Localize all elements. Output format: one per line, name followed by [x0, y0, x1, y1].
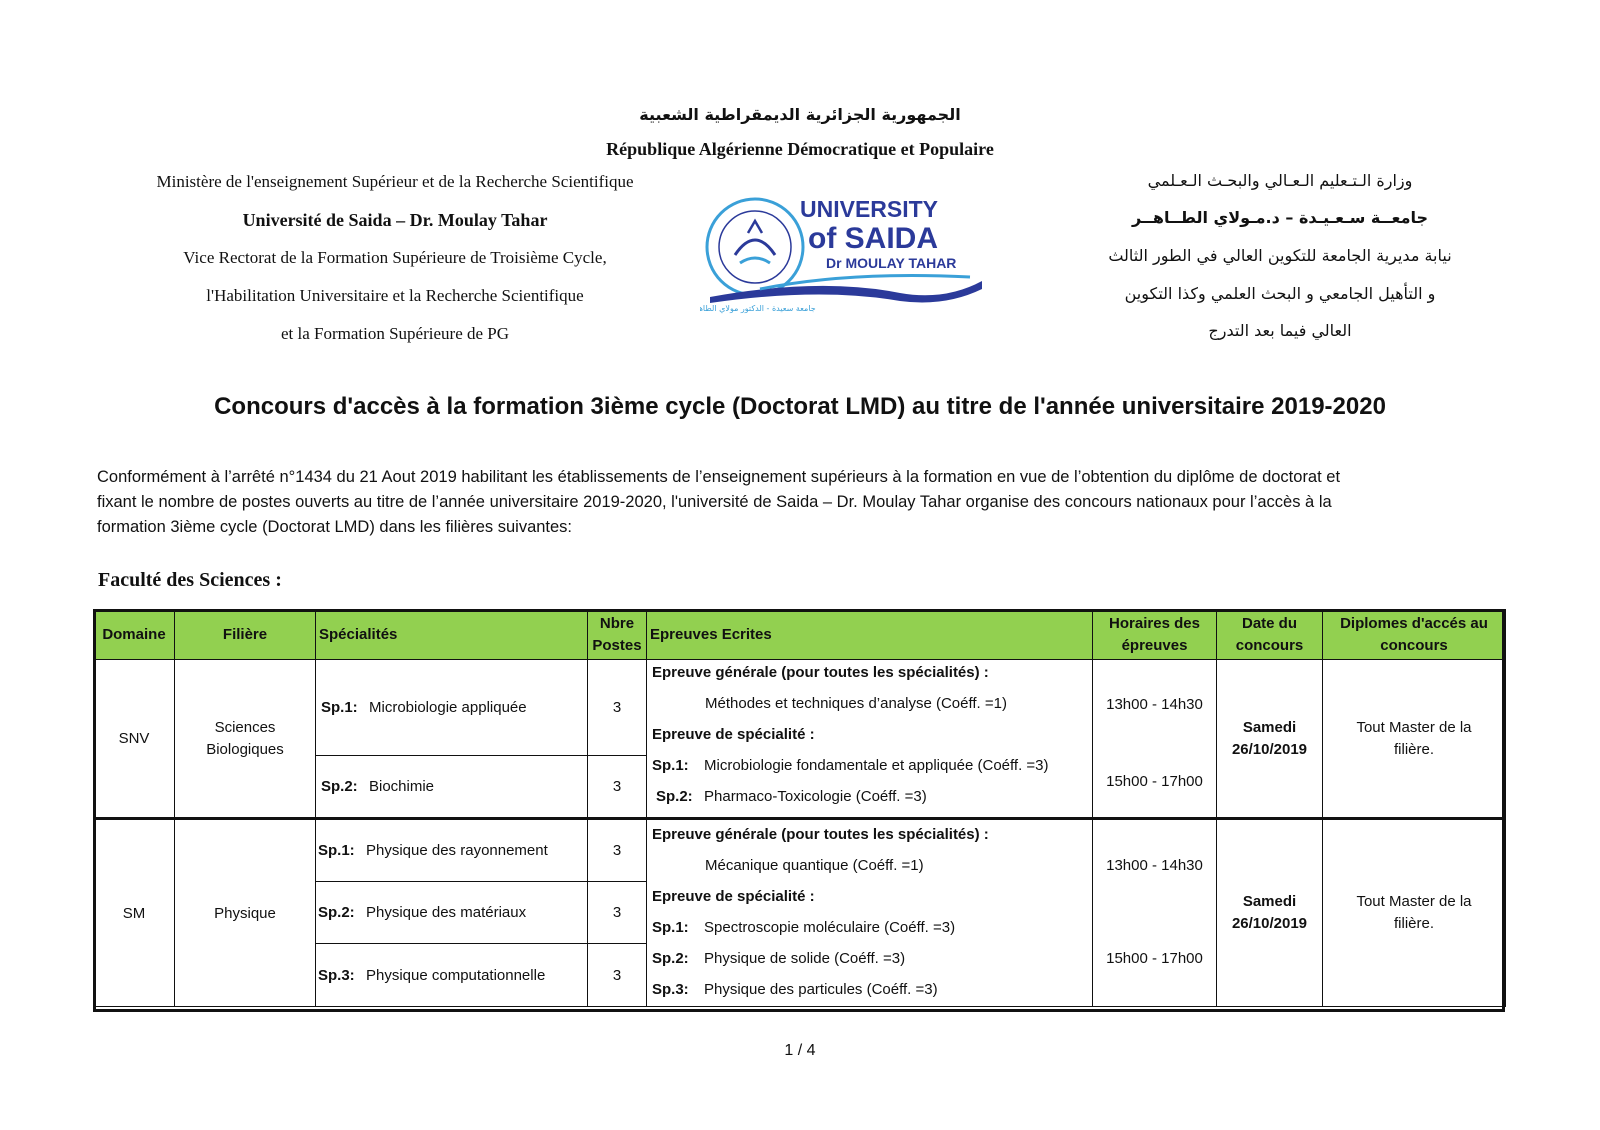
epreuve-generale: Méthodes et techniques d’analyse (Coéff. =1) [705, 695, 1007, 712]
cell-epreuves-sm [647, 819, 1093, 1007]
col-header-epreuves: Epreuves Ecrites [647, 610, 1093, 660]
page-title: Concours d'accès à la formation 3ième cycle (Doctorat LMD) au titre de l'année universitaire 2019-2020 [214, 393, 1386, 420]
header-arabic-republic: الجمهورية الجزائرية الديمقراطية الشعبية [639, 105, 961, 124]
cell-specialite: Sp.2: Physique des matériaux [316, 881, 588, 944]
epreuve-specialite-item: Sp.1: Spectroscopie moléculaire (Coéff. =3) [652, 919, 956, 936]
table-row [94, 819, 1506, 882]
cell-specialite: Sp.2: Biochimie [316, 756, 588, 819]
header-vice-rectorat-ar-2: و التأهيل الجامعي و البحث العلمي وكذا التكوين [1124, 284, 1436, 303]
col-header-filiere: Filière [175, 610, 316, 660]
intro-line-3: formation 3ième cycle (Doctorat LMD) dans les filières suivantes: [97, 518, 573, 536]
intro-line-2: fixant le nombre de postes ouverts au titre de l’année universitaire 2019-2020, l'université de Saida – Dr. Moulay Tahar organise des concours nationaux pour l’accès à la [97, 493, 1332, 511]
logo-text-university: UNIVERSITY [800, 196, 939, 222]
cell-postes: 3 [588, 819, 647, 882]
header-vice-rectorat-ar-1: نيابة مديرية الجامعة للتكوين العالي في الطور الثالث [1108, 246, 1452, 265]
epreuve-specialite-item: Sp.2: Pharmaco-Toxicologie (Coéff. =3) [656, 788, 927, 805]
col-header-date: Date du concours [1217, 610, 1323, 660]
cell-specialite: Sp.1: Microbiologie appliquée [316, 660, 588, 756]
header-vice-rectorat-3: et la Formation Supérieure de PG [280, 324, 510, 343]
epreuve-generale-title: Epreuve générale (pour toutes les spécialités) : [652, 664, 989, 681]
cell-diplomes-sm: Tout Master de la filière. [1323, 819, 1506, 1007]
col-header-horaires: Horaires des épreuves [1093, 610, 1217, 660]
header-university-fr: Université de Saida – Dr. Moulay Tahar [242, 210, 548, 230]
page-number: 1 / 4 [784, 1042, 816, 1059]
cell-postes: 3 [588, 881, 647, 944]
university-logo-graphic [700, 185, 990, 315]
cell-postes: 3 [588, 944, 647, 1007]
header-french-republic: République Algérienne Démocratique et Populaire [606, 139, 994, 159]
cell-filiere-sm: Physique [175, 819, 316, 1007]
cell-specialite: Sp.3: Physique computationnelle [316, 944, 588, 1007]
header-vice-rectorat-ar-3: العالي فيما بعد التدرج [1208, 321, 1352, 340]
cell-domaine-snv: SNV [94, 660, 175, 819]
epreuve-generale: Mécanique quantique (Coéff. =1) [705, 857, 924, 874]
horaire-specialite: 15h00 - 17h00 [1106, 950, 1203, 967]
cell-postes: 3 [588, 756, 647, 819]
faculty-heading: Faculté des Sciences : [98, 569, 282, 591]
col-header-nbre-postes: Nbre Postes [588, 610, 647, 660]
logo-text-arabic-ring: جامعة سعيدة - الدكتور مولاي الطاهر [700, 304, 816, 313]
epreuve-specialite-title: Epreuve de spécialité : [652, 888, 815, 905]
table-row [94, 660, 1506, 756]
col-header-diplomes: Diplomes d'accés au concours [1323, 610, 1506, 660]
cell-epreuves-snv [647, 660, 1093, 819]
epreuve-specialite-item: Sp.3: Physique des particules (Coéff. =3) [652, 981, 938, 998]
horaire-generale: 13h00 - 14h30 [1106, 857, 1203, 874]
cell-domaine-sm: SM [94, 819, 175, 1007]
horaire-generale: 13h00 - 14h30 [1106, 696, 1203, 713]
intro-line-1: Conformément à l’arrêté n°1434 du 21 Aout 2019 habilitant les établissements de l’enseignement supérieurs à la formation en vue de l’obtention du diplôme de doctorat et [97, 468, 1341, 486]
cell-specialite: Sp.1: Physique des rayonnement [316, 819, 588, 882]
concours-table [93, 609, 1506, 1007]
epreuve-specialite-item: Sp.1: Microbiologie fondamentale et appliquée (Coéff. =3) [652, 757, 1049, 774]
logo-text-saida: of SAIDA [808, 222, 938, 255]
epreuve-specialite-item: Sp.2: Physique de solide (Coéff. =3) [652, 950, 906, 967]
cell-horaires-sm [1093, 819, 1217, 1007]
col-header-specialites: Spécialités [316, 610, 588, 660]
cell-horaires-snv [1093, 660, 1217, 819]
epreuve-generale-title: Epreuve générale (pour toutes les spécialités) : [652, 826, 989, 843]
header-ministry-ar: وزارة الـتـعليم الـعـالي والبحـث الـعـلمي [1147, 171, 1413, 190]
header-vice-rectorat-1: Vice Rectorat de la Formation Supérieure de Troisième Cycle, [183, 248, 607, 267]
logo-text-moulay-tahar: Dr MOULAY TAHAR [826, 255, 957, 271]
university-logo [700, 185, 990, 315]
horaire-specialite: 15h00 - 17h00 [1106, 773, 1203, 790]
epreuve-specialite-title: Epreuve de spécialité : [652, 726, 815, 743]
header-vice-rectorat-2: l'Habilitation Universitaire et la Recherche Scientifique [206, 286, 584, 305]
intro-paragraph [97, 465, 1507, 540]
cell-date-sm: Samedi 26/10/2019 [1217, 819, 1323, 1007]
table-header-row [94, 610, 1506, 660]
cell-filiere-snv: Sciences Biologiques [175, 660, 316, 819]
cell-diplomes-snv: Tout Master de la filière. [1323, 660, 1506, 819]
header-university-ar: جامعــة سـعـيـدة – د.مـولاي الطــاهــر [1131, 208, 1429, 227]
header-ministry-fr: Ministère de l'enseignement Supérieur et de la Recherche Scientifique [156, 172, 634, 191]
col-header-domaine: Domaine [94, 610, 175, 660]
cell-postes: 3 [588, 660, 647, 756]
cell-date-snv: Samedi 26/10/2019 [1217, 660, 1323, 819]
